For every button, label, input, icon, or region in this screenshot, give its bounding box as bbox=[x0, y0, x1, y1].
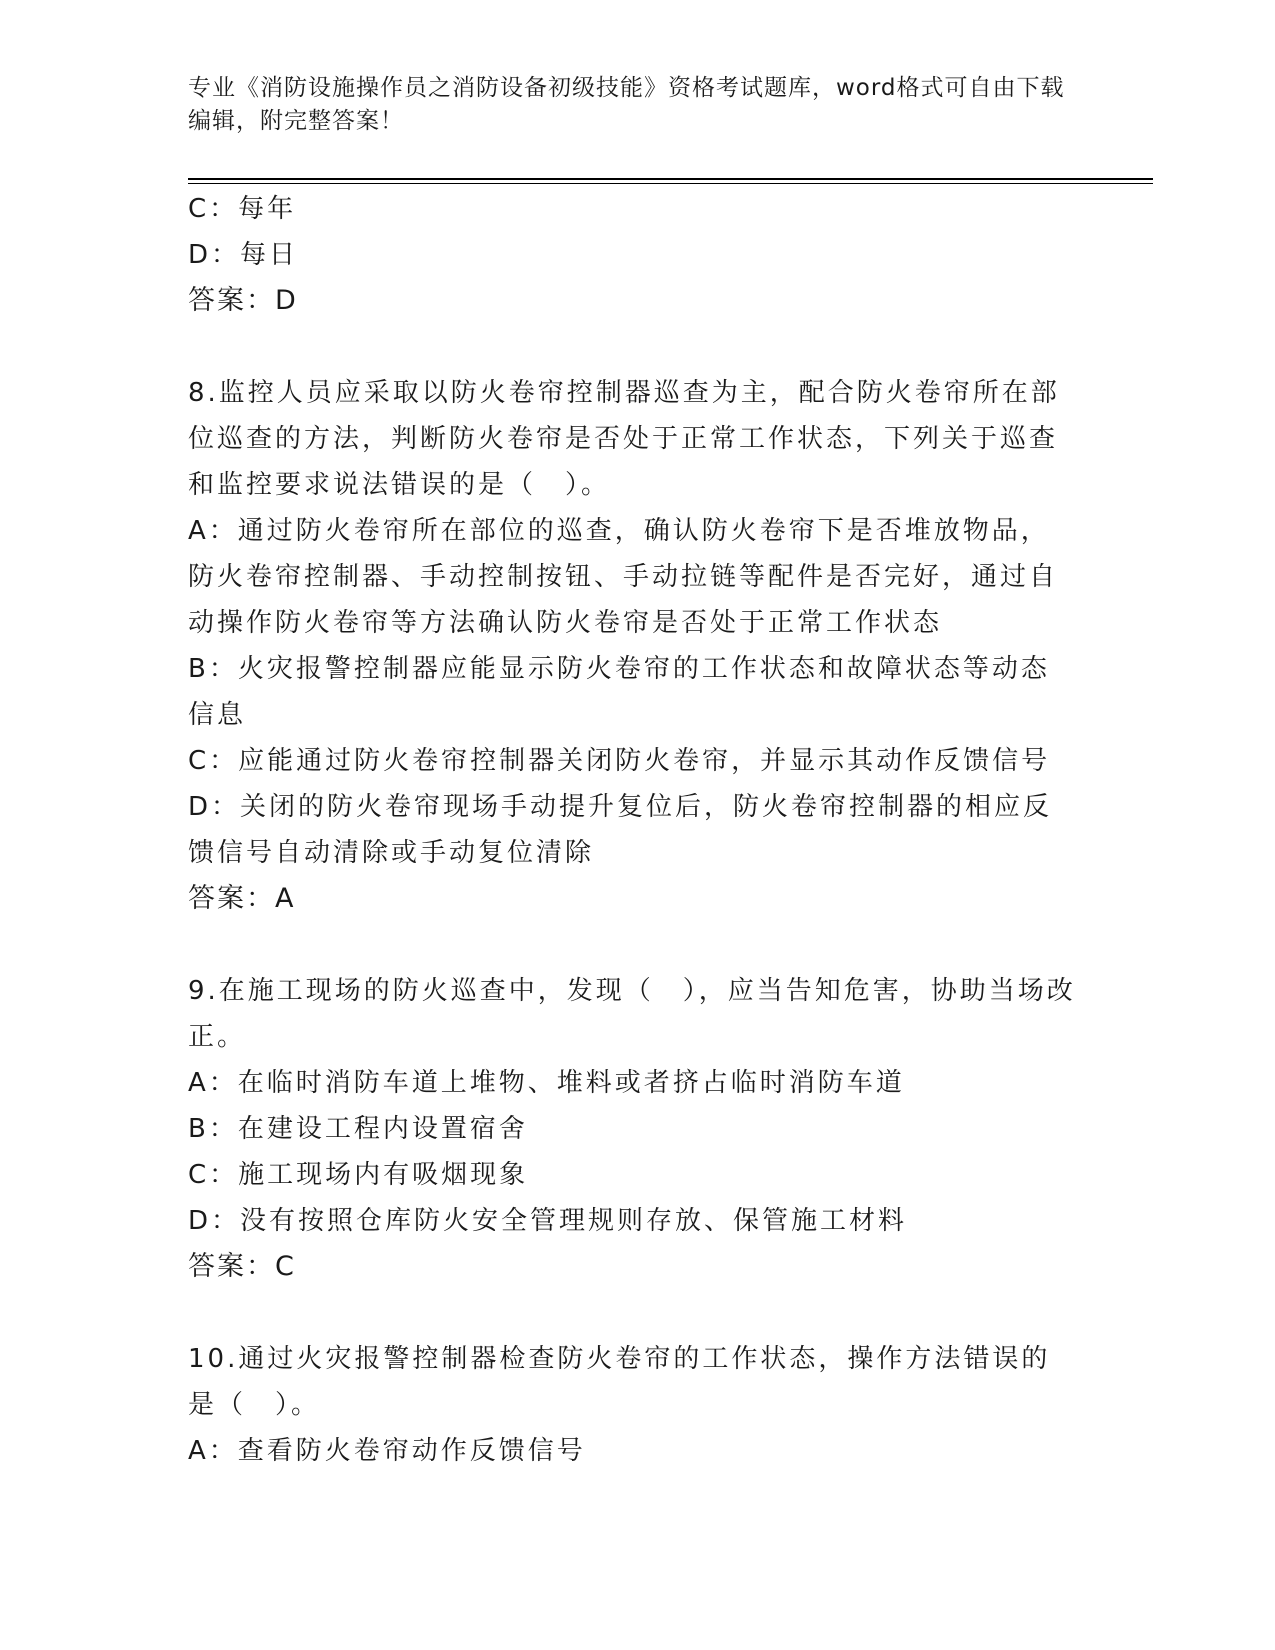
question-10 bbox=[188, 1336, 1078, 1474]
question-9 bbox=[188, 968, 1078, 1290]
spacer bbox=[188, 324, 1078, 370]
question-stem: 10.通过火灾报警控制器检查防火卷帘的工作状态，操作方法错误的是（ ）。 bbox=[188, 1344, 1051, 1420]
question-content bbox=[188, 186, 1078, 1474]
option-a: A：通过防火卷帘所在部位的巡查，确认防火卷帘下是否堆放物品，防火卷帘控制器、手动控制按钮、手动拉链等配件是否完好，通过自动操作防火卷帘等方法确认防火卷帘是否处于正常工作状态 bbox=[188, 516, 1059, 638]
answer: 答案：D bbox=[188, 285, 298, 316]
question-stem: 9.在施工现场的防火巡查中，发现（ ），应当告知危害，协助当场改正。 bbox=[188, 976, 1076, 1052]
answer: 答案：C bbox=[188, 1251, 296, 1282]
prev-question-block bbox=[188, 186, 1078, 324]
option-b: B：火灾报警控制器应能显示防火卷帘的工作状态和故障状态等动态信息 bbox=[188, 654, 1050, 730]
spacer bbox=[188, 922, 1078, 968]
option-a: A：查看防火卷帘动作反馈信号 bbox=[188, 1436, 586, 1466]
option-a: A：在临时消防车道上堆物、堆料或者挤占临时消防车道 bbox=[188, 1068, 905, 1098]
spacer bbox=[188, 1290, 1078, 1336]
question-stem: 8.监控人员应采取以防火卷帘控制器巡查为主，配合防火卷帘所在部位巡查的方法，判断防火卷帘是否处于正常工作状态，下列关于巡查和监控要求说法错误的是（ ）。 bbox=[188, 378, 1060, 500]
option-b: B：在建设工程内设置宿舍 bbox=[188, 1114, 528, 1144]
answer: 答案：A bbox=[188, 883, 296, 914]
option-d: D：每日 bbox=[188, 240, 299, 270]
document-header: 专业《消防设施操作员之消防设备初级技能》资格考试题库，word格式可自由下载编辑，附完整答案！ bbox=[188, 75, 1065, 134]
option-c: C：施工现场内有吸烟现象 bbox=[188, 1160, 529, 1190]
option-d: D：关闭的防火卷帘现场手动提升复位后，防火卷帘控制器的相应反馈信号自动清除或手动复位清除 bbox=[188, 792, 1053, 868]
header-divider-thin bbox=[188, 183, 1153, 184]
option-c: C：应能通过防火卷帘控制器关闭防火卷帘，并显示其动作反馈信号 bbox=[188, 746, 1051, 776]
option-c: C：每年 bbox=[188, 194, 297, 224]
option-d: D：没有按照仓库防火安全管理规则存放、保管施工材料 bbox=[188, 1206, 908, 1236]
header-divider-thick bbox=[188, 178, 1153, 180]
question-8 bbox=[188, 370, 1078, 922]
